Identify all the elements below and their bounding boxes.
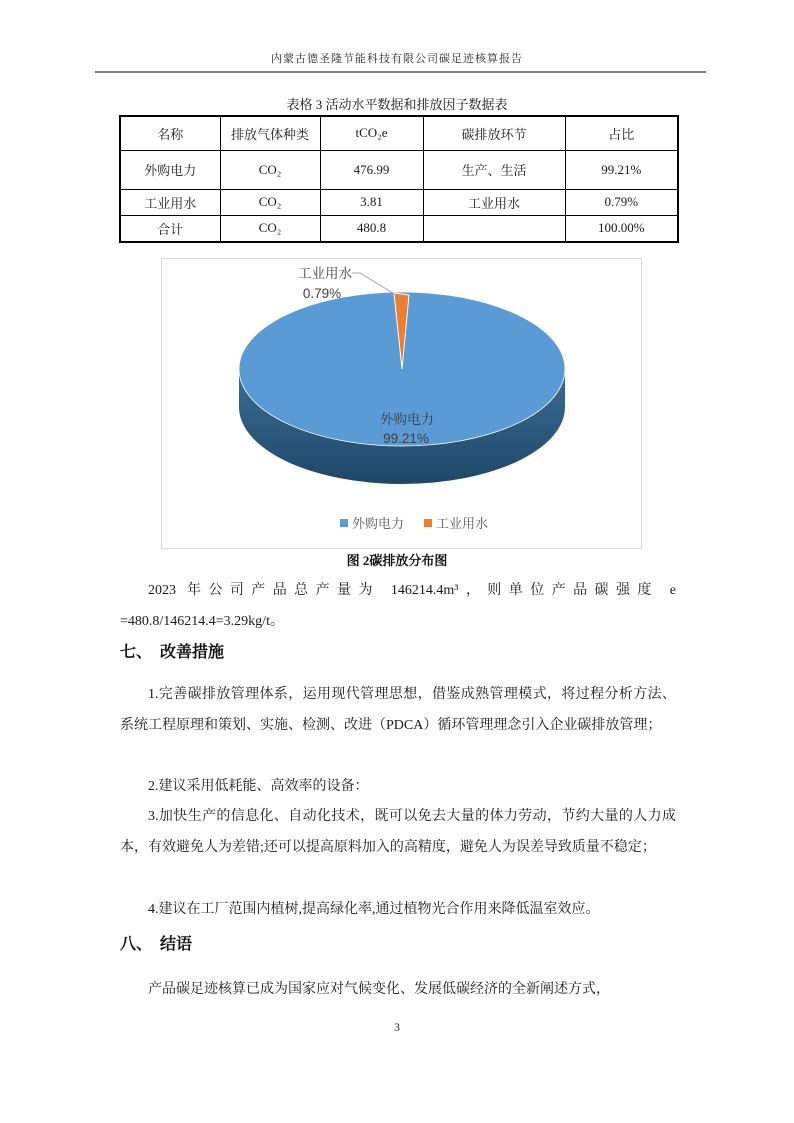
table-cell: 480.8 — [320, 215, 423, 242]
table-header-cell: tCO₂e — [320, 116, 423, 150]
page-number: 3 — [394, 1020, 400, 1034]
table-header-cell: 占比 — [565, 116, 678, 150]
paragraph-conclusion: 产品碳足迹核算已成为国家应对气候变化、发展低碳经济的全新阐述方式， — [148, 982, 610, 997]
table-header-cell: 碳排放环节 — [423, 116, 565, 150]
table-row — [120, 150, 678, 189]
improvement-item-3: 3.加快生产的信息化、自动化技术，既可以免去大量的体力劳动，节约大量的人力成本，有效避免人为差错;还可以提高原料加入的高精度，避免人为误差导致质量不稳定； — [120, 809, 676, 855]
table-title: 表格 3 活动水平数据和排放因子数据表 — [286, 97, 508, 112]
table-cell: 99.21% — [565, 150, 678, 189]
table-row — [120, 189, 678, 215]
pie-chart — [162, 259, 639, 546]
table-cell: 100.00% — [565, 215, 678, 242]
paragraph-production: 2023 年公司产品总产量为 146214.4m³，则单位产品碳强度 e =480.8/146214.4=3.29kg/t。 — [120, 583, 676, 629]
table-cell: 476.99 — [320, 150, 423, 189]
legend-label-electricity: 外购电力 — [352, 516, 405, 531]
legend-swatch-water — [424, 519, 432, 527]
header-rule — [95, 71, 706, 73]
table-cell: CO₂ — [220, 215, 320, 242]
pie-label-water-name: 工业用水 — [298, 266, 352, 281]
section-heading-improvements: 七、 改善措施 — [120, 644, 225, 661]
table-cell: 0.79% — [565, 189, 678, 215]
table-cell: CO₂ — [220, 189, 320, 215]
table-cell: CO₂ — [220, 150, 320, 189]
table-header-cell: 排放气体种类 — [220, 116, 320, 150]
pie-label-electricity-name: 外购电力 — [380, 412, 434, 427]
improvement-item-4: 4.建议在工厂范围内植树,提高绿化率,通过植物光合作用来降低温室效应。 — [148, 902, 600, 917]
table-row — [120, 215, 678, 242]
improvement-item-1: 1.完善碳排放管理体系，运用现代管理思想，借鉴成熟管理模式，将过程分析方法、系统工程原理和策划、实施、检测、改进（PDCA）循环管理理念引入企业碳排放管理； — [120, 687, 676, 733]
table-cell: 3.81 — [320, 189, 423, 215]
header-title: 内蒙古德圣隆节能科技有限公司碳足迹核算报告 — [271, 53, 523, 65]
table-cell: 工业用水 — [120, 189, 220, 215]
label-leader-line — [352, 273, 396, 295]
emissions-data-table — [119, 115, 679, 243]
legend-swatch-electricity — [340, 519, 348, 527]
legend-label-water: 工业用水 — [436, 516, 489, 531]
chart-frame — [161, 258, 642, 549]
figure-caption: 图 2碳排放分布图 — [346, 553, 448, 568]
table-cell: 工业用水 — [423, 189, 565, 215]
table-cell: 合计 — [120, 215, 220, 242]
table-cell — [423, 215, 565, 242]
pie-label-electricity-value: 99.21% — [383, 431, 429, 446]
improvement-item-2: 2.建议采用低耗能、高效率的设备： — [148, 779, 369, 794]
table-header-row — [120, 116, 678, 150]
table-header-cell: 名称 — [120, 116, 220, 150]
table-cell: 生产、生活 — [423, 150, 565, 189]
pie-label-water-value: 0.79% — [302, 286, 342, 301]
section-heading-conclusion: 八、 结语 — [120, 936, 193, 953]
table-cell: 外购电力 — [120, 150, 220, 189]
